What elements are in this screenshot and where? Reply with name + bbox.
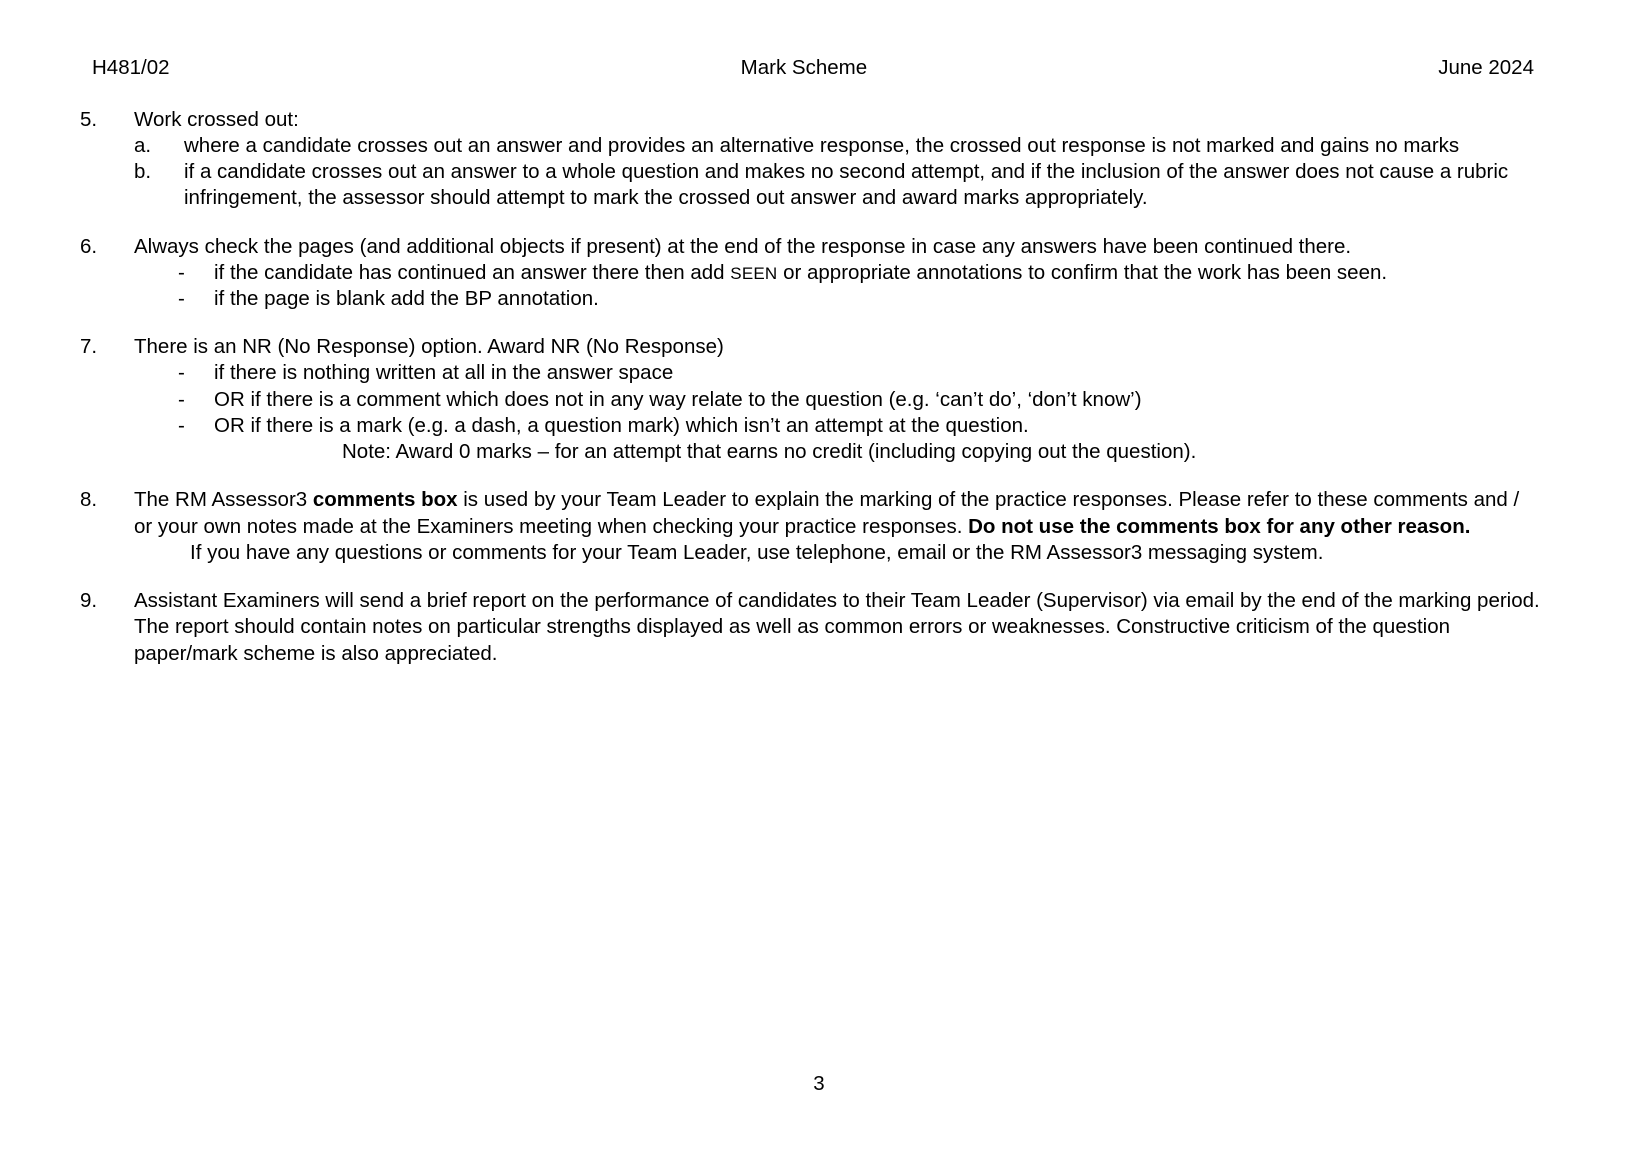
item-5-sub-b-text: if a candidate crosses out an answer to a whole question and makes no second attempt, and if the inclusion of the answer does not cause a rubric infringement, the assessor should attempt to mark the crossed out answer and award marks appropriately.: [184, 160, 1509, 210]
item-7-bullet-2-text: OR if there is a comment which does not in any way relate to the question (e.g. ‘can’t do’, ‘don’t know’): [214, 387, 1142, 411]
item-6-number: 6.: [80, 234, 98, 258]
item-5-sub-b-label: b.: [134, 160, 152, 184]
list-item-8: [80, 487, 1542, 566]
item-7-bullet-1-dash: -: [178, 361, 185, 385]
item-8-part-2: is used by your Team Leader to explain the marking of the practice responses. Please refer to these comments and / or your own notes made at the Examiners meeting when checking your practice responses.: [134, 488, 1520, 538]
item-6-bullet-1-post: or appropriate annotations to confirm that the work has been seen.: [777, 260, 1388, 284]
item-5-sub-a-text: where a candidate crosses out an answer and provides an alternative response, the crossed out response is not marked and gains no marks: [184, 133, 1460, 157]
item-7-bullet-3: [134, 413, 1542, 439]
item-8-bold-comments-box: comments box: [312, 488, 458, 512]
item-6-bullet-1-annotation: SEEN: [730, 263, 778, 283]
item-6-bullet-2: [134, 286, 1542, 312]
item-5-sub-a-label: a.: [134, 133, 152, 157]
item-6-bullet-1-text: [214, 260, 1542, 286]
item-6-bullet-2-dash: -: [178, 287, 185, 310]
list-item-5: [80, 107, 1542, 212]
list-item-9: [80, 588, 1542, 667]
item-7-bullet-2: [134, 387, 1542, 413]
list-item-6: [80, 234, 1542, 313]
item-7-bullet-2-dash: -: [178, 387, 185, 411]
item-5-sub-a: [134, 133, 1542, 159]
item-6-bullet-1-pre: if the candidate has continued an answer there then add: [214, 260, 731, 284]
item-5-number: 5.: [80, 107, 98, 131]
item-8-number: 8.: [80, 488, 98, 512]
list-item-7: [80, 334, 1542, 465]
page-header: [80, 56, 1542, 81]
item-6-lead: Always check the pages (and additional objects if present) at the end of the response in case any answers have been continued there.: [134, 234, 1352, 258]
item-9-number: 9.: [80, 589, 98, 613]
header-title: Mark Scheme: [740, 56, 868, 79]
item-7-note: Note: Award 0 marks – for an attempt that earns no credit (including copying out the question).: [342, 440, 1197, 464]
item-6-bullet-1-dash: -: [178, 260, 185, 284]
item-8-bold-warning: Do not use the comments box for any other reason.: [968, 514, 1471, 538]
header-paper-code: H481/02: [92, 56, 170, 79]
header-date: June 2024: [1438, 56, 1534, 79]
item-7-bullet-1-text: if there is nothing written at all in the answer space: [214, 361, 674, 385]
item-9-text: Assistant Examiners will send a brief report on the performance of candidates to their Team Leader (Supervisor) via email by the end of the marking period. The report should contain notes on particular strengths displayed as well as common errors or weaknesses. Constructive criticism of the question paper/mark scheme is also appreciated.: [134, 589, 1540, 665]
item-6-bullet-1: [134, 260, 1542, 286]
item-8-text: [134, 487, 1542, 539]
item-6-bullet-2-text: if the page is blank add the BP annotation.: [214, 287, 599, 310]
item-7-lead: There is an NR (No Response) option. Award NR (No Response): [134, 335, 724, 359]
item-8-part-1: The RM Assessor3: [134, 488, 313, 512]
item-7-bullet-3-dash: -: [178, 413, 185, 437]
item-7-number: 7.: [80, 335, 98, 359]
page-number: 3: [813, 1072, 825, 1095]
item-5-lead: Work crossed out:: [134, 107, 299, 131]
item-5-sub-b: [134, 159, 1542, 211]
item-7-bullet-3-text: OR if there is a mark (e.g. a dash, a question mark) which isn’t an attempt at the question.: [214, 413, 1029, 437]
item-7-bullet-1: [134, 360, 1542, 386]
item-8-sub-text: If you have any questions or comments for your Team Leader, use telephone, email or the RM Assessor3 messaging system.: [190, 540, 1324, 564]
